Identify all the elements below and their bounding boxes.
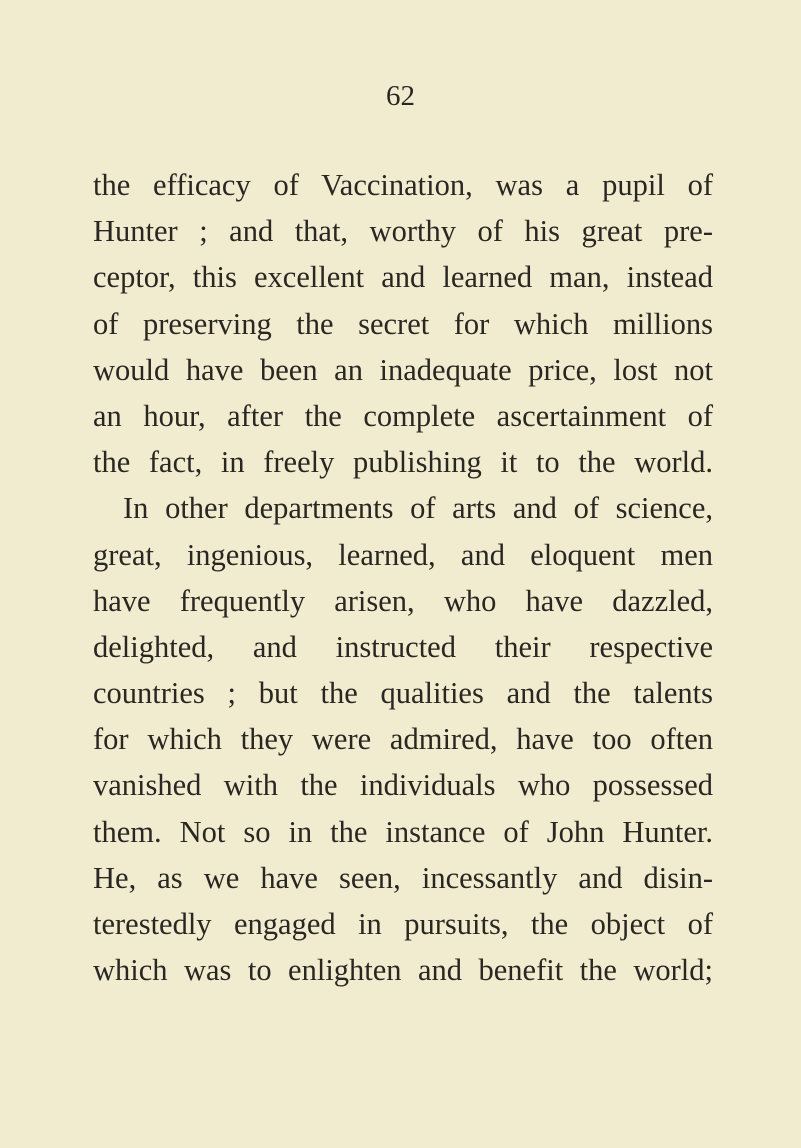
paragraph-start-line: In other departments of arts and of science,: [123, 491, 713, 526]
text-line: vanished with the individuals who possessed: [93, 768, 713, 803]
text-line: them. Not so in the instance of John Hunter.: [93, 814, 713, 849]
page-number: 62: [386, 80, 415, 112]
text-line: countries ; but the qualities and the talents: [93, 676, 713, 711]
text-line: an hour, after the complete ascertainment of: [93, 398, 713, 433]
text-line: great, ingenious, learned, and eloquent men: [93, 537, 713, 572]
text-line: for which they were admired, have too often: [93, 722, 713, 757]
text-line: terestedly engaged in pursuits, the object of: [93, 907, 713, 941]
body-text: [93, 162, 713, 993]
text-line: He, as we have seen, incessantly and disin-: [93, 860, 713, 895]
text-line: the efficacy of Vaccination, was a pupil of: [93, 168, 713, 202]
text-line: of preserving the secret for which millions: [93, 306, 713, 341]
text-line: ceptor, this excellent and learned man, instead: [93, 260, 713, 295]
text-line: which was to enlighten and benefit the world;: [93, 953, 713, 988]
text-line: the fact, in freely publishing it to the world.: [93, 445, 713, 480]
text-line: delighted, and instructed their respective: [93, 629, 713, 664]
text-line: Hunter ; and that, worthy of his great pre-: [93, 214, 713, 249]
text-line: have frequently arisen, who have dazzled,: [93, 583, 713, 618]
text-line: would have been an inadequate price, lost not: [93, 352, 713, 387]
